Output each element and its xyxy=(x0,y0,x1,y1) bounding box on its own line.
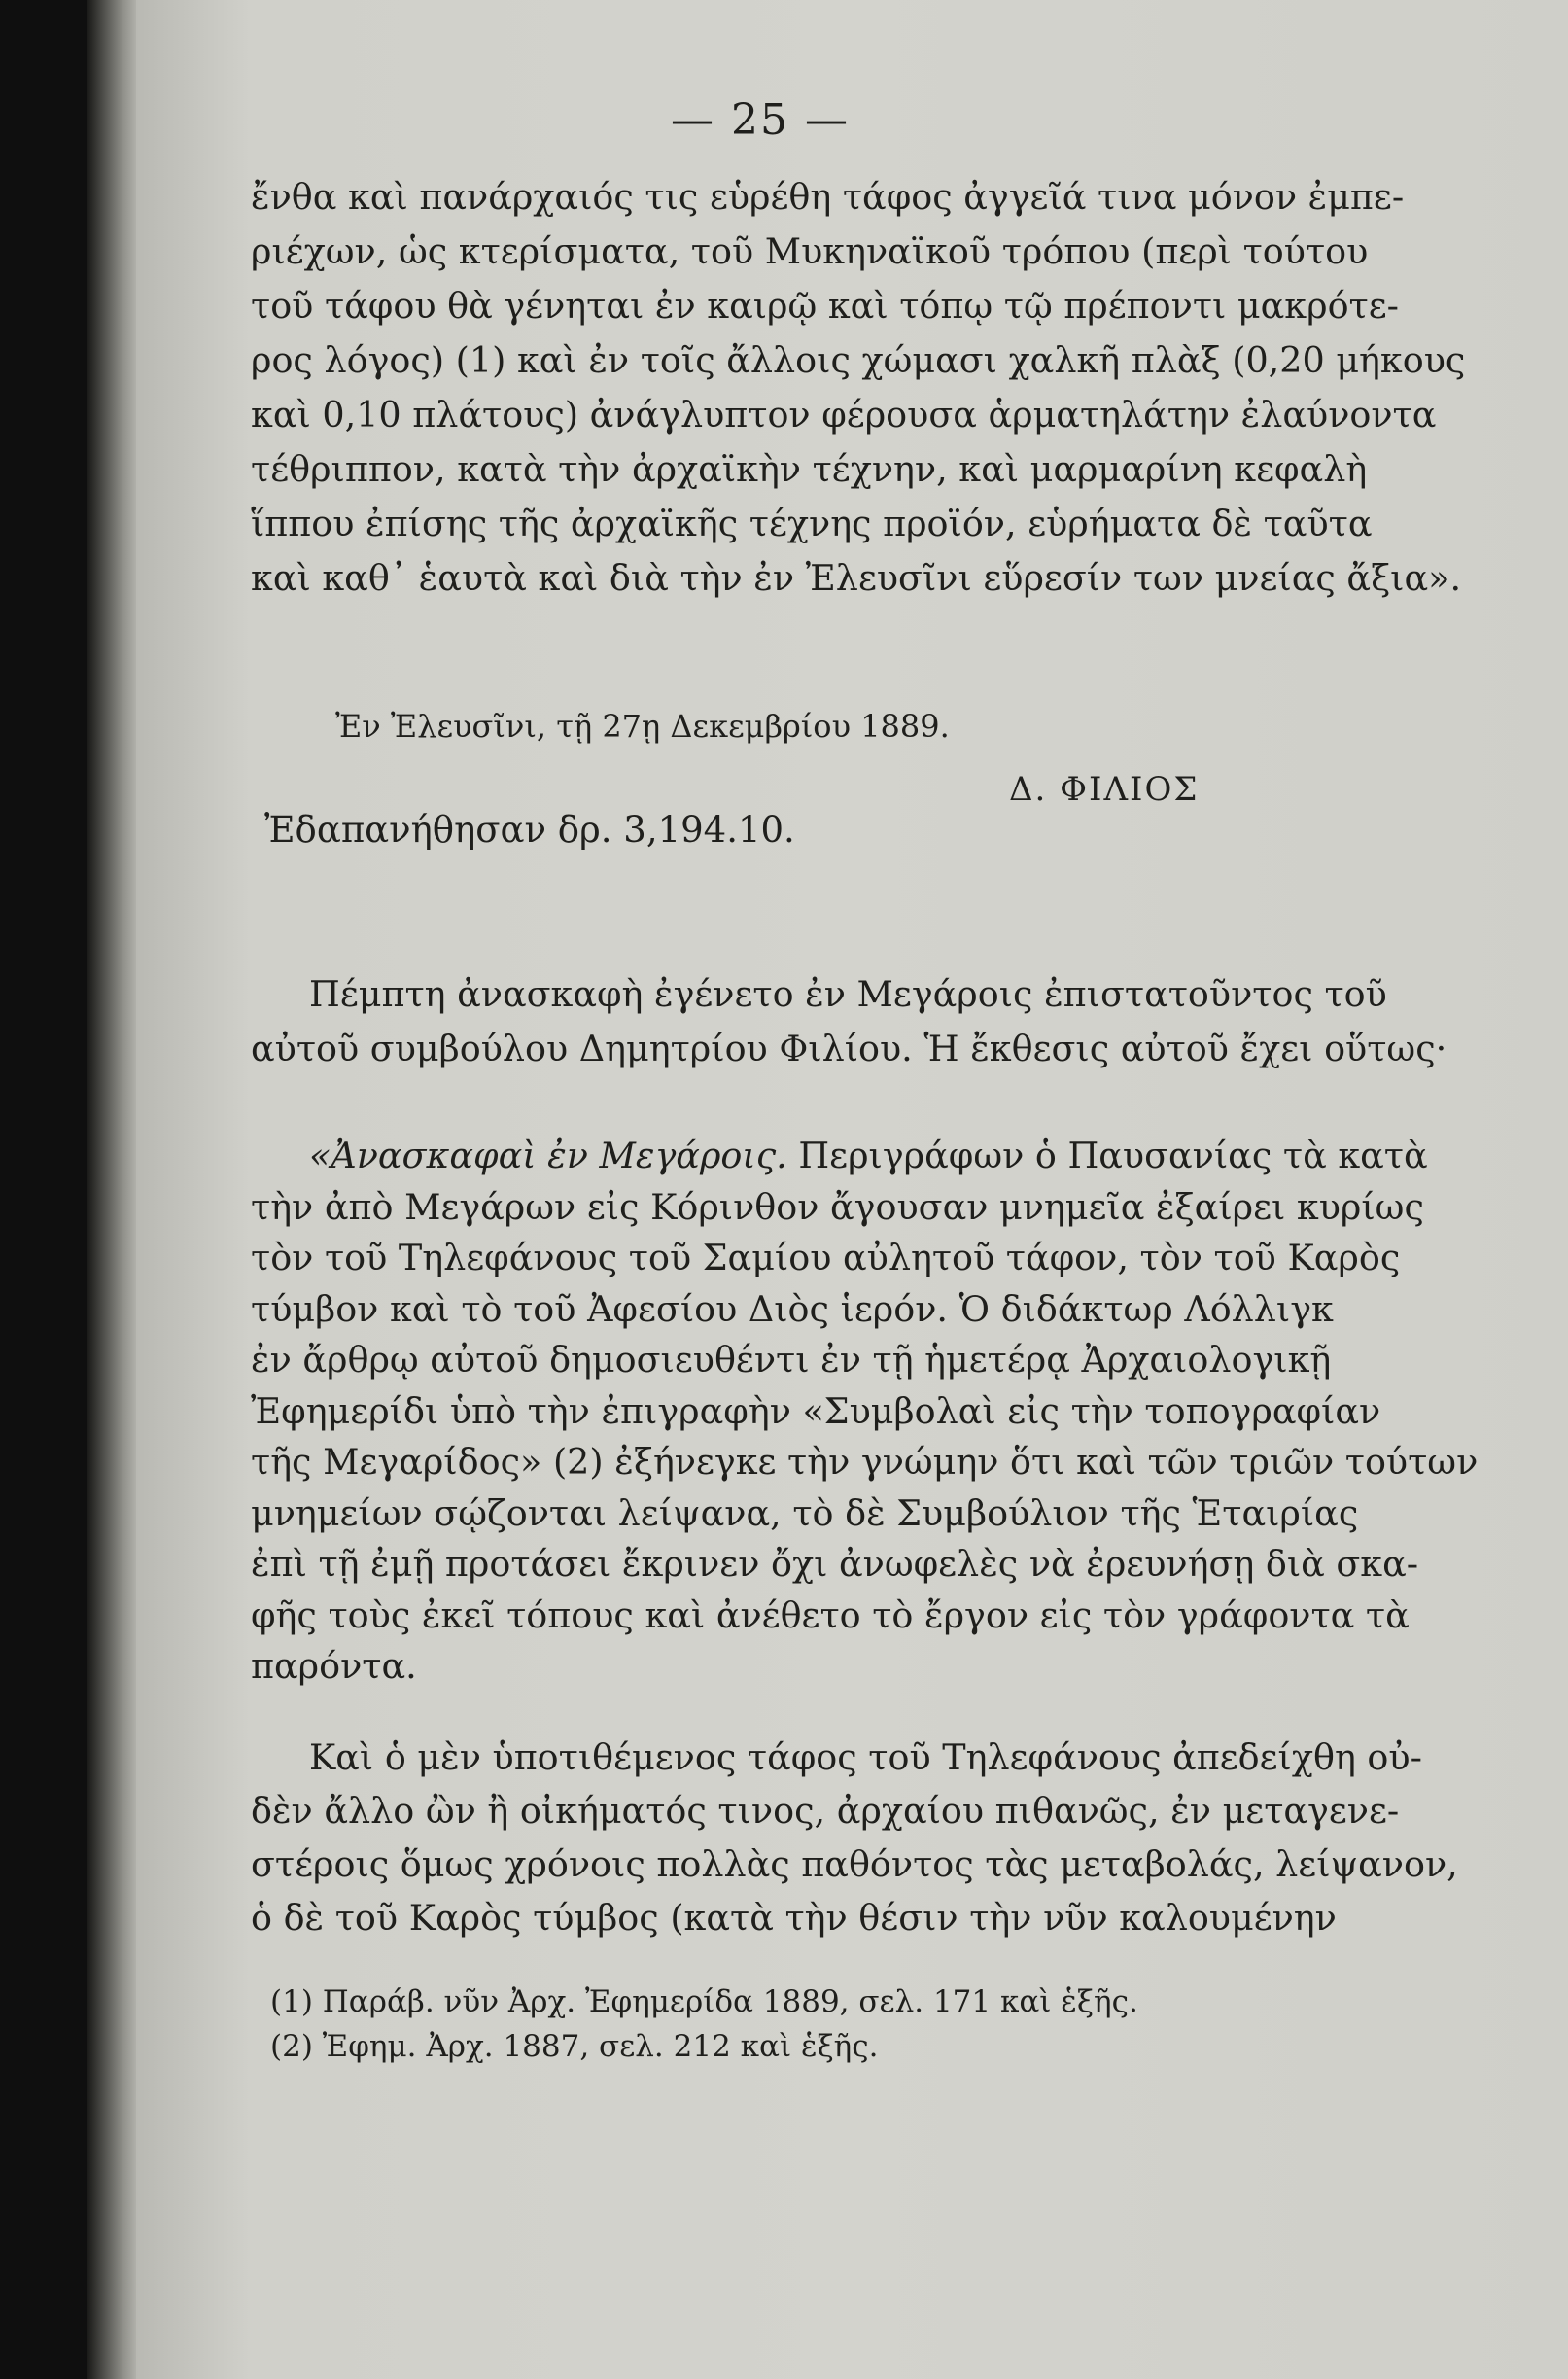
text-line: Ἐφημερίδι ὑπὸ τὴν ἐπιγραφὴν «Συμβολαὶ εἰς τὴν τοπογραφίαν xyxy=(251,1389,1381,1432)
text-line: ἐν ἄρθρῳ αὐτοῦ δημοσιευθέντι ἐν τῇ ἡμετέρᾳ Ἀρχαιολογικῇ xyxy=(251,1339,1332,1381)
text-line: ὁ δὲ τοῦ Καρὸς τύμβος (κατὰ τὴν θέσιν τὴν νῦν καλουμένην xyxy=(251,1897,1337,1939)
text-line: ἔνθα καὶ πανάρχαιός τις εὑρέθη τάφος ἀγγεῖά τινα μόνον ἐμπε- xyxy=(251,176,1405,218)
book-spine-shadow xyxy=(0,0,87,2379)
text-line: δὲν ἄλλο ὢν ἢ οἰκήματός τινος, ἀρχαίου πιθανῶς, ἐν μεταγενε- xyxy=(251,1790,1400,1832)
text-line xyxy=(251,1131,1428,1182)
text-line: τὴν ἀπὸ Μεγάρων εἰς Κόρινθον ἄγουσαν μνημεῖα ἐξαίρει κυρίως xyxy=(251,1185,1424,1228)
text-line: στέροις ὅμως χρόνοις πολλὰς παθόντος τὰς μεταβολάς, λείψανον, xyxy=(251,1843,1458,1885)
text-line: ριέχων, ὡς κτερίσματα, τοῦ Μυκηναϊκοῦ τρόπου (περὶ τούτου xyxy=(251,230,1369,272)
paragraph-megara-report xyxy=(251,1131,1479,1693)
text-line: τέθριππον, κατὰ τὴν ἀρχαϊκὴν τέχνην, καὶ μαρμαρίνη κεφαλὴ xyxy=(251,448,1368,490)
text-line: καὶ 0,10 πλάτους) ἀνάγλυπτον φέρουσα ἁρματηλάτην ἐλαύνοντα xyxy=(251,394,1437,436)
text-line: ρος λόγος) (1) καὶ ἐν τοῖς ἄλλοις χώμασι χαλκῆ πλὰξ (0,20 μήκους xyxy=(251,339,1466,381)
text-line: τοῦ τάφου θὰ γένηται ἐν καιρῷ καὶ τόπῳ τῷ πρέποντι μακρότε- xyxy=(251,285,1399,327)
paragraph-fifth-excavation xyxy=(251,967,1447,1076)
text-line: ἵππου ἐπίσης τῆς ἀρχαϊκῆς τέχνης προϊόν, εὑρήματα δὲ ταῦτα xyxy=(251,503,1373,544)
text-line: αὐτοῦ συμβούλου Δημητρίου Φιλίου. Ἡ ἔκθεσις αὐτοῦ ἔχει οὕτως· xyxy=(251,1028,1447,1069)
text-line: Πέμπτη ἀνασκαφὴ ἐγένετο ἐν Μεγάροις ἐπιστατοῦντος τοῦ xyxy=(309,973,1387,1015)
paragraph-telephanes-tomb xyxy=(251,1731,1458,1944)
expense-line: Ἐδαπανήθησαν δρ. 3,194.10. xyxy=(264,809,795,851)
footnotes xyxy=(270,1979,1145,2069)
text-line: τὸν τοῦ Τηλεφάνους τοῦ Σαμίου αὐλητοῦ τάφον, τὸν τοῦ Καρὸς xyxy=(251,1237,1401,1278)
page-number: — 25 — xyxy=(671,95,850,145)
footnote: (2) Ἐφημ. Ἀρχ. 1887, σελ. 212 καὶ ἑξῆς. xyxy=(270,2029,879,2064)
section-heading-italic: «Ἀνασκαφαὶ ἐν Μεγάροις. xyxy=(309,1135,787,1176)
place-date-line: Ἐν Ἐλευσῖνι, τῇ 27ῃ Δεκεμβρίου 1889. xyxy=(335,708,950,745)
text-line: καὶ καθ᾽ ἑαυτὰ καὶ διὰ τὴν ἐν Ἐλευσῖνι εὕρεσίν των μνείας ἄξια». xyxy=(251,557,1462,599)
text-line: Καὶ ὁ μὲν ὑποτιθέμενος τάφος τοῦ Τηλεφάνους ἀπεδείχθη οὐ- xyxy=(309,1736,1422,1778)
footnote: (1) Παράβ. νῦν Ἀρχ. Ἐφημερίδα 1889, σελ. 171 καὶ ἑξῆς. xyxy=(270,1984,1138,2019)
text-line: φῆς τοὺς ἐκεῖ τόπους καὶ ἀνέθετο τὸ ἔργον εἰς τὸν γράφοντα τὰ xyxy=(251,1593,1410,1636)
text-span: Περιγράφων ὁ Παυσανίας τὰ κατὰ xyxy=(786,1135,1428,1176)
text-line: μνημείων σῴζονται λείψανα, τὸ δὲ Συμβούλιον τῆς Ἑταιρίας xyxy=(251,1491,1359,1534)
text-line: παρόντα. xyxy=(251,1645,417,1687)
text-line: τῆς Μεγαρίδος» (2) ἐξήνεγκε τὴν γνώμην ὅτι καὶ τῶν τριῶν τούτων xyxy=(251,1441,1479,1483)
paragraph-report-ending xyxy=(251,170,1466,606)
text-line: τύμβον καὶ τὸ τοῦ Ἀφεσίου Διὸς ἱερόν. Ὁ διδάκτωρ Λόλλιγκ xyxy=(251,1287,1334,1330)
text-line: ἐπὶ τῇ ἐμῇ προτάσει ἔκρινεν ὄχι ἀνωφελὲς νὰ ἐρευνήσῃ διὰ σκα- xyxy=(251,1543,1419,1585)
author-signature: Δ. ΦΙΛΙΟΣ xyxy=(1009,770,1200,809)
